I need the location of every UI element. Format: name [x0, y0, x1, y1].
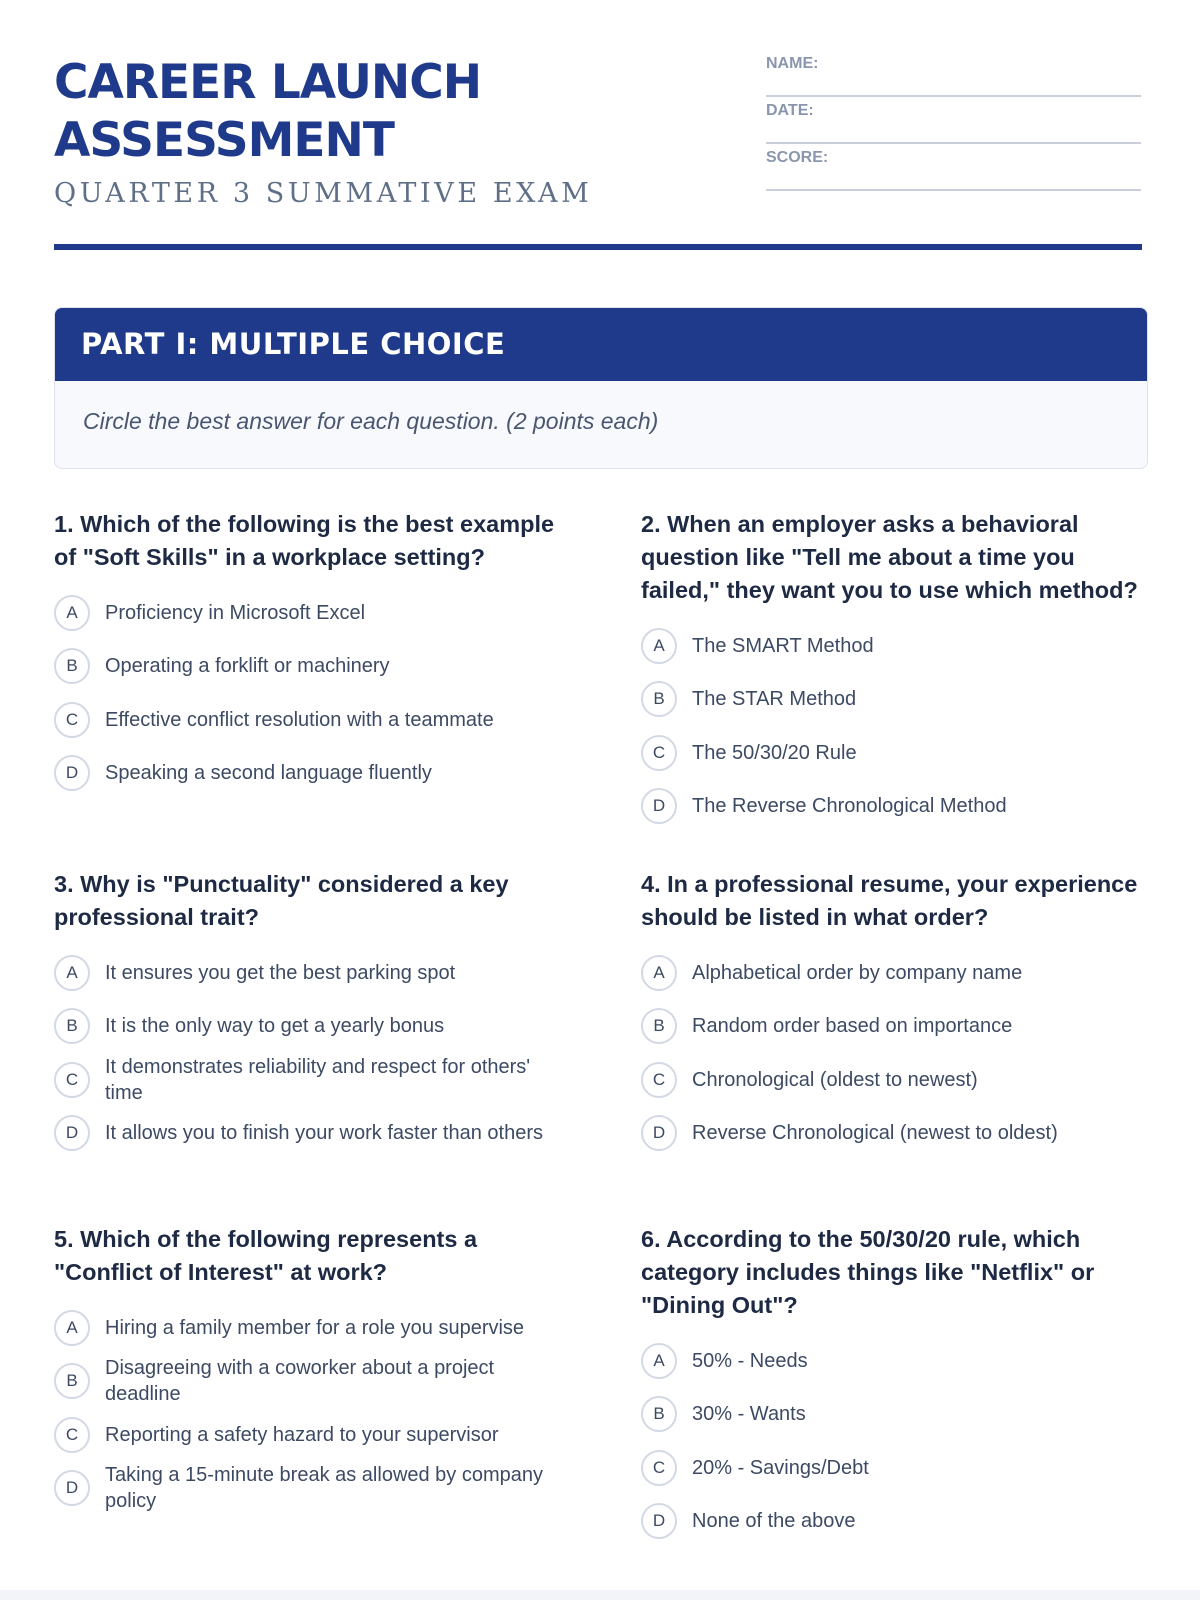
- question-4: [641, 868, 1151, 1160]
- page-title: [54, 54, 694, 170]
- option-text: Proficiency in Microsoft Excel: [105, 601, 366, 624]
- part-title: PART I: MULTIPLE CHOICE: [55, 308, 1147, 381]
- name-field[interactable]: [766, 50, 1141, 97]
- date-label: DATE:: [766, 102, 814, 119]
- question-6: [641, 1223, 1151, 1548]
- option-text: Alphabetical order by company name: [692, 961, 1023, 984]
- option-text: It ensures you get the best parking spot: [105, 961, 456, 984]
- option-text: The SMART Method: [692, 634, 874, 657]
- date-field[interactable]: [766, 97, 1141, 144]
- answer-bubble-a[interactable]: A: [641, 1343, 677, 1379]
- answer-bubble-d[interactable]: D: [54, 1470, 90, 1506]
- answer-bubble-c[interactable]: C: [54, 702, 90, 738]
- option-b[interactable]: [641, 1000, 1151, 1054]
- option-text: The STAR Method: [692, 688, 857, 711]
- answer-bubble-a[interactable]: A: [54, 1310, 90, 1346]
- answer-bubble-c[interactable]: C: [641, 735, 677, 771]
- option-a[interactable]: [641, 619, 1151, 673]
- answer-bubble-d[interactable]: D: [641, 1503, 677, 1539]
- title-line-2: ASSESSMENT: [54, 113, 394, 168]
- option-text: Effective conflict resolution with a teammate: [105, 708, 494, 731]
- answer-bubble-c[interactable]: C: [641, 1450, 677, 1486]
- answer-bubble-d[interactable]: D: [54, 1115, 90, 1151]
- answer-bubble-d[interactable]: D: [641, 788, 677, 824]
- score-field[interactable]: [766, 144, 1141, 191]
- option-d[interactable]: [54, 1462, 564, 1516]
- option-c[interactable]: [54, 693, 564, 747]
- part-instructions: Circle the best answer for each question. (2 points each): [83, 408, 659, 434]
- option-c[interactable]: [641, 1053, 1151, 1107]
- question-text: 1. Which of the following is the best example of "Soft Skills" in a workplace setting?: [54, 511, 555, 570]
- option-text: It allows you to finish your work faster than others: [105, 1122, 543, 1145]
- option-d[interactable]: [641, 1495, 1151, 1549]
- answer-bubble-b[interactable]: B: [641, 681, 677, 717]
- option-c[interactable]: [54, 1053, 564, 1107]
- option-a[interactable]: [54, 1301, 564, 1355]
- option-a[interactable]: [641, 1334, 1151, 1388]
- question-5: [54, 1223, 564, 1515]
- option-text: Chronological (oldest to newest): [692, 1068, 978, 1091]
- option-c[interactable]: [641, 726, 1151, 780]
- option-text: Reporting a safety hazard to your supervisor: [105, 1423, 499, 1446]
- answer-bubble-b[interactable]: B: [641, 1396, 677, 1432]
- option-text: Operating a forklift or machinery: [105, 655, 390, 678]
- option-a[interactable]: [641, 946, 1151, 1000]
- option-c[interactable]: [641, 1441, 1151, 1495]
- option-text: 50% - Needs: [692, 1349, 808, 1372]
- question-text: 6. According to the 50/30/20 rule, which category includes things like "Netflix" or "Dining Out"?: [641, 1226, 1095, 1318]
- answer-bubble-a[interactable]: A: [54, 955, 90, 991]
- option-text: Random order based on importance: [692, 1015, 1013, 1038]
- answer-bubble-b[interactable]: B: [54, 648, 90, 684]
- answer-bubble-c[interactable]: C: [54, 1062, 90, 1098]
- exam-subtitle: QUARTER 3 SUMMATIVE EXAM: [54, 178, 593, 209]
- option-a[interactable]: [54, 586, 564, 640]
- option-text: 30% - Wants: [692, 1403, 806, 1426]
- question-text: 2. When an employer asks a behavioral question like "Tell me about a time you failed," they want you to use which method?: [641, 511, 1138, 603]
- option-d[interactable]: [641, 780, 1151, 834]
- option-text: Hiring a family member for a role you supervise: [105, 1316, 525, 1339]
- answer-bubble-a[interactable]: A: [641, 955, 677, 991]
- option-b[interactable]: [54, 640, 564, 694]
- option-text: 20% - Savings/Debt: [692, 1456, 869, 1479]
- option-text: The 50/30/20 Rule: [692, 741, 857, 764]
- score-label: SCORE:: [766, 149, 829, 166]
- answer-bubble-b[interactable]: B: [54, 1363, 90, 1399]
- option-b[interactable]: [54, 1355, 564, 1409]
- option-a[interactable]: [54, 946, 564, 1000]
- question-text: 3. Why is "Punctuality" considered a key professional trait?: [54, 871, 509, 930]
- answer-bubble-d[interactable]: D: [54, 755, 90, 791]
- option-text: Speaking a second language fluently: [105, 762, 432, 785]
- answer-bubble-a[interactable]: A: [54, 595, 90, 631]
- question-text: 4. In a professional resume, your experience should be listed in what order?: [641, 871, 1138, 930]
- question-3: [54, 868, 564, 1160]
- answer-bubble-d[interactable]: D: [641, 1115, 677, 1151]
- option-d[interactable]: [641, 1107, 1151, 1161]
- answer-bubble-b[interactable]: B: [641, 1008, 677, 1044]
- option-text: The Reverse Chronological Method: [692, 795, 1007, 818]
- header-divider: [54, 244, 1142, 250]
- answer-bubble-c[interactable]: C: [54, 1417, 90, 1453]
- option-text: Disagreeing with a coworker about a project deadline: [105, 1357, 495, 1406]
- option-text: None of the above: [692, 1510, 856, 1533]
- question-1: [54, 508, 564, 800]
- option-d[interactable]: [54, 1107, 564, 1161]
- student-info-fields: [766, 50, 1141, 191]
- exam-header: [54, 0, 1122, 254]
- option-b[interactable]: [641, 1388, 1151, 1442]
- option-d[interactable]: [54, 747, 564, 801]
- option-b[interactable]: [54, 1000, 564, 1054]
- part-one-banner: [54, 307, 1148, 469]
- option-b[interactable]: [641, 673, 1151, 727]
- question-text: 5. Which of the following represents a "Conflict of Interest" at work?: [54, 1226, 478, 1285]
- question-2: [641, 508, 1151, 833]
- option-text: Taking a 15-minute break as allowed by company policy: [105, 1464, 544, 1513]
- answer-bubble-b[interactable]: B: [54, 1008, 90, 1044]
- answer-bubble-a[interactable]: A: [641, 628, 677, 664]
- option-text: It demonstrates reliability and respect for others' time: [105, 1055, 531, 1104]
- option-text: It is the only way to get a yearly bonus: [105, 1015, 445, 1038]
- option-text: Reverse Chronological (newest to oldest): [692, 1122, 1058, 1145]
- name-label: NAME:: [766, 55, 819, 72]
- option-c[interactable]: [54, 1408, 564, 1462]
- answer-bubble-c[interactable]: C: [641, 1062, 677, 1098]
- title-line-1: CAREER LAUNCH: [54, 55, 482, 110]
